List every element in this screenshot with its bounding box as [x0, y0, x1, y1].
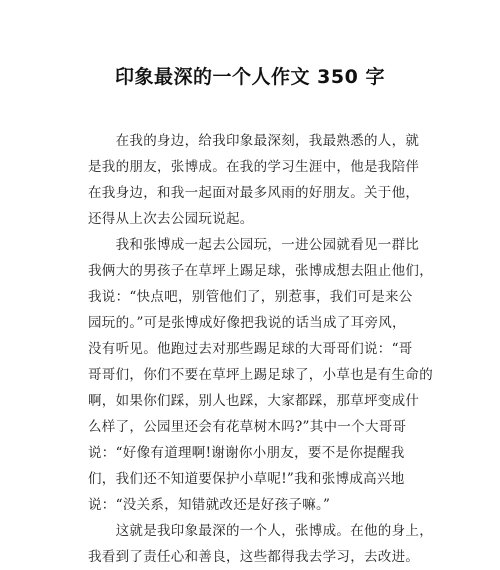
paragraph-line: 哥哥们，你们不要在草坪上踢足球了，小草也是有生命的 [88, 367, 433, 383]
paragraph-line: 在我身边，和我一起面对最多风雨的好朋友。关于他， [88, 185, 420, 201]
paragraph-line: 我看到了责任心和善良，这些都得我去学习，去改进。 [88, 549, 420, 565]
document-title: 印象最深的一个人作文 350 字 [115, 66, 385, 88]
paragraph-line: 啊，如果你们踩，别人也踩，大家都踩，那草坪变成什 [88, 393, 420, 409]
paragraph-line: 我说：“快点吧，别管他们了，别惹事，我们可是来公 [88, 289, 413, 305]
paragraph-line: 还得从上次去公园玩说起。 [88, 211, 254, 227]
paragraph-line: 这就是我印象最深的一个人，张博成。在他的身上， [88, 523, 433, 539]
paragraph-line: 没有听见。他跑过去对那些踢足球的大哥哥们说：“哥 [88, 341, 413, 357]
paragraph-line: 我俩大的男孩子在草坪上踢足球，张博成想去阻止他们， [88, 263, 433, 279]
paragraph-line: 我和张博成一起去公园玩，一进公园就看见一群比 [88, 237, 420, 253]
paragraph-line: 说：“没关系，知错就改还是好孩子嘛。” [88, 497, 331, 513]
paragraph-line: 们，我们还不知道要保护小草呢!”我和张博成高兴地 [88, 471, 405, 487]
paragraph-line: 么样了，公园里还会有花草树木吗?”其中一个大哥哥 [88, 419, 407, 435]
paragraph-line: 是我的朋友，张博成。在我的学习生涯中，他是我陪伴 [88, 159, 420, 175]
paragraph-line: 说：“好像有道理啊!谢谢你小朋友，要不是你提醒我 [88, 445, 405, 461]
paragraph-line: 在我的身边，给我印象最深刻，我最熟悉的人，就 [88, 133, 420, 149]
paragraph-line: 园玩的。”可是张博成好像把我说的话当成了耳旁风， [88, 315, 406, 331]
